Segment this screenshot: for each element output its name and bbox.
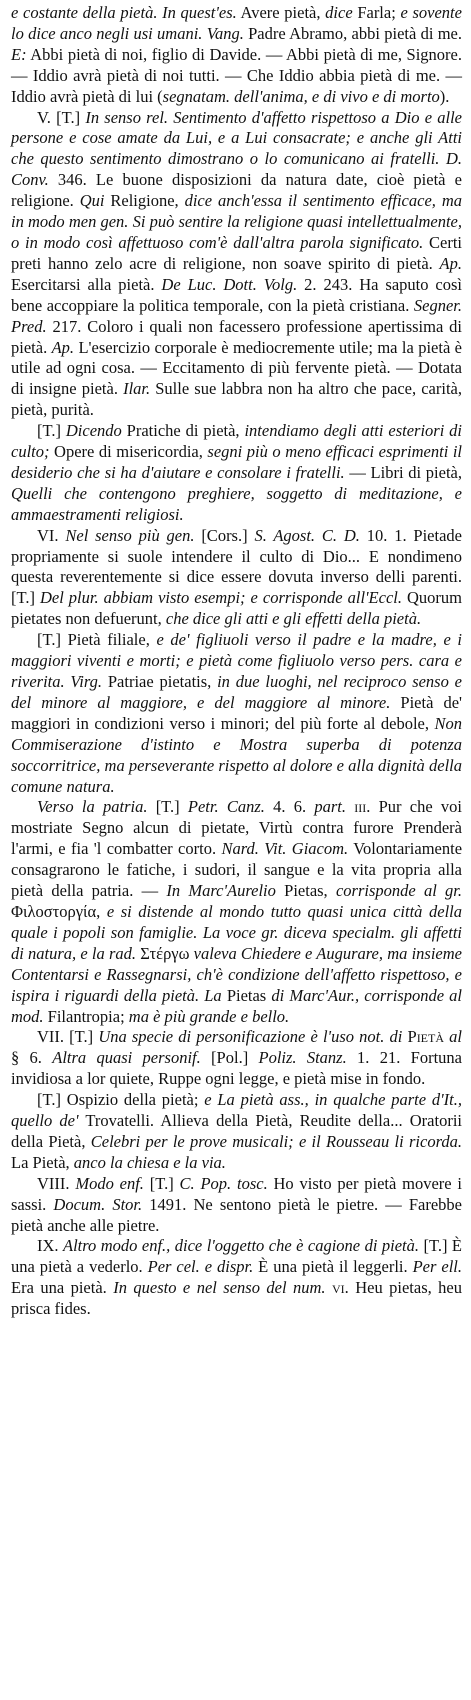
italic-text: Non Commiserazione d'istinto e Mostra superba di potenza soccorritrice, ma perseverante rispetto al dolore e alla dignità della comune natura. bbox=[11, 713, 462, 796]
italic-text: Altro modo enf., dice l'oggetto che è cagione di pietà. bbox=[63, 1236, 420, 1256]
italic-text: e sovente lo dice anco negli usi umani. Vang. bbox=[11, 3, 462, 43]
italic-text: Ilar. bbox=[123, 379, 151, 399]
text-run: Certi preti hanno zelo acre di religione, non soave spirito di pietà. bbox=[11, 232, 462, 273]
italic-text: Celebri per le prove musicali; e il Rousseau li ricorda. bbox=[90, 1131, 462, 1151]
text-run: [T.] bbox=[37, 421, 66, 441]
text-run: IX. bbox=[37, 1236, 63, 1256]
entry-paragraph bbox=[11, 1027, 462, 1090]
text-run: Στέργω bbox=[136, 943, 194, 963]
italic-text: Quelli che contengono preghiere, soggetto di meditazione, e ammaestramenti religiosi. bbox=[11, 483, 462, 524]
text-run: VII. [T.] bbox=[37, 1027, 99, 1047]
italic-text: Per ell. bbox=[412, 1257, 462, 1277]
text-run: Sulle sue labbra non ha altro che pace, carità, pietà, purità. bbox=[11, 379, 462, 420]
italic-text: Verso la patria. bbox=[37, 797, 148, 817]
text-run: Heu pietas, heu prisca fides. bbox=[11, 1278, 462, 1319]
text-run: 1. 21. Fortuna invidiosa a lor quiete, Ruppe ogni legge, e pietà mise in fondo. bbox=[11, 1048, 462, 1089]
entry-paragraph bbox=[11, 630, 462, 797]
italic-text: intendiamo degli atti esteriori di culto; bbox=[11, 421, 463, 462]
text-run: Ho visto per pietà movere i sassi. bbox=[11, 1173, 463, 1214]
entry-paragraph bbox=[11, 108, 462, 422]
italic-text: Nel senso più gen. bbox=[65, 525, 195, 545]
small-caps-text: iii. bbox=[346, 797, 371, 817]
italic-text: Segner. Pred. bbox=[11, 295, 462, 336]
text-run: Volontariamente consagrarono le fatiche, i sudori, il sangue e la vita propria alla pietà della patria. — bbox=[11, 839, 463, 901]
text-run: § 6. bbox=[11, 1048, 53, 1068]
text-run: Esercitarsi alla pietà. bbox=[11, 274, 162, 294]
entry-paragraph bbox=[11, 1090, 462, 1174]
text-run: Padre Abramo, abbi pietà di me. bbox=[243, 23, 462, 43]
italic-text: al bbox=[449, 1027, 463, 1047]
italic-text: Ap. bbox=[439, 253, 462, 273]
text-run: Pur che voi mostriate Segno alcun di pietate, Virtù contra furore Prenderà l'armi, e fia 'l combatter corto. bbox=[11, 797, 462, 859]
italic-text: Una specie di personificazione è l'uso not. di bbox=[98, 1027, 403, 1047]
italic-text: Petr. Canz. bbox=[187, 797, 265, 817]
italic-text: S. Agost. C. D. bbox=[254, 525, 360, 545]
text-run: [T.] È una pietà a vederlo. bbox=[11, 1236, 462, 1277]
italic-text: Docum. Stor. bbox=[53, 1194, 143, 1214]
entry-paragraph bbox=[11, 421, 462, 526]
text-run: Religione, bbox=[104, 191, 185, 211]
text-run: Trovatelli. Allieva della Pietà, Reudite della... Oratorii della Pietà, bbox=[11, 1111, 462, 1151]
text-run: Pietà de' maggiori in condizioni verso i minori; del più forte al debole, bbox=[11, 692, 462, 733]
text-run: [T.] bbox=[143, 1173, 180, 1193]
italic-text: di Marc'Aur., corrisponde al mod. bbox=[11, 985, 463, 1026]
text-run: 1491. Ne sentono pietà le pietre. — Farebbe pietà anche alle pietre. bbox=[11, 1194, 463, 1235]
italic-text: Per cel. e dispr. bbox=[147, 1257, 254, 1277]
italic-text: C. Pop. tosc. bbox=[179, 1173, 268, 1193]
text-run: Pratiche di pietà, bbox=[121, 421, 245, 441]
text-run: L'esercizio corporale è mediocremente utile; ma la pietà è utile ad ogni cosa. — Eccitamento di più fervente pietà. — Dotata di insigne pietà. bbox=[11, 337, 462, 399]
italic-text: Poliz. Stanz. bbox=[258, 1048, 347, 1068]
italic-text: segni più o meno efficaci esprimenti il desiderio che si ha d'aiutare e consolare i fratelli. bbox=[11, 442, 462, 482]
text-run: — Libri di pietà, bbox=[344, 462, 462, 482]
text-run: 346. Le buone disposizioni da natura date, cioè pietà e religione. bbox=[11, 170, 462, 211]
text-run: V. [T.] bbox=[37, 107, 86, 127]
text-run: Patriae pietatis, bbox=[102, 672, 218, 691]
italic-text: Dicendo bbox=[65, 421, 122, 441]
italic-text: e La pietà ass., in qualche parte d'It., quello de' bbox=[11, 1090, 462, 1131]
italic-text: De Luc. Dott. Volg. bbox=[161, 274, 298, 294]
small-caps-text: Pietà bbox=[402, 1027, 445, 1047]
italic-text: Del plur. abbiam visto esempi; e corrisponde all'Eccl. bbox=[39, 588, 402, 608]
text-run: [T.] Ospizio della pietà; bbox=[37, 1090, 205, 1110]
italic-text: Altra quasi personif. bbox=[52, 1048, 201, 1068]
italic-text: segnatam. dell'anima, e di vivo e di morto bbox=[162, 86, 440, 106]
italic-text: e costante della pietà. In quest'es. bbox=[11, 3, 237, 22]
italic-text: anco la chiesa e la via. bbox=[73, 1152, 226, 1172]
italic-text: e de' figliuoli verso il padre e la madre, e i maggiori viventi e morti; e pietà come figliuolo verso pers. cara e riverita. Virg. bbox=[11, 630, 462, 691]
entry-paragraph bbox=[11, 1174, 462, 1237]
italic-text: Nard. Vit. Giacom. bbox=[221, 839, 349, 859]
text-run: Filantropia; bbox=[43, 1006, 129, 1026]
text-run: Pietas, bbox=[275, 881, 336, 901]
italic-text: in due luoghi, nel reciproco senso e del minore al maggiore, e del maggiore al minore. bbox=[11, 672, 462, 712]
text-run: [T.] bbox=[147, 797, 188, 817]
italic-text: Qui bbox=[79, 191, 105, 211]
italic-text: ma è più grande e bello. bbox=[128, 1006, 290, 1026]
italic-text: Ap. bbox=[51, 337, 75, 357]
entry-paragraph bbox=[11, 797, 462, 1027]
text-run: Pietas bbox=[221, 985, 272, 1005]
text-run: 4. 6. bbox=[264, 797, 315, 817]
italic-text: Modo enf. bbox=[75, 1173, 144, 1193]
text-run: 2. 243. Ha saputo così bene accoppiare la politica temporale, con la pietà cristiana. bbox=[11, 274, 462, 315]
italic-text: e si distende al mondo tutto quasi unica città della quale i popoli son famiglie. La voce gr. diceva specialm. gli affetti di natura, e la rad. bbox=[11, 901, 462, 963]
italic-text: dice anch'essa il sentimento efficace, ma in modo men gen. Si può sentire la religione quasi intellettualmente, o in modo così affettuoso com'è dall'altra parola significato. bbox=[11, 191, 462, 252]
text-run: [T.] Pietà filiale, bbox=[37, 630, 157, 650]
text-run: 10. 1. Pietade propriamente si suole intendere il culto di Dio... E nondimeno questa reverentemente si dice essere dovuta inverso delli parenti. [T.] bbox=[11, 525, 462, 608]
text-run: Quorum pietates non defuerunt, bbox=[11, 588, 462, 629]
italic-text: dice bbox=[325, 3, 353, 22]
italic-text: In senso rel. Sentimento d'affetto rispettoso a Dio e alle persone e cose amate da Lui, e a Lui consacrate; e anche gli Atti che questo sentimento dimostrano o lo comunicano ai fratelli. D. Conv. bbox=[11, 107, 462, 190]
text-run: ). bbox=[439, 86, 450, 106]
entry-paragraph bbox=[11, 3, 462, 108]
text-run: VI. bbox=[37, 525, 66, 545]
entry-paragraph bbox=[11, 1236, 462, 1320]
text-run: Opere di misericordia, bbox=[49, 442, 208, 462]
italic-text: In questo e nel senso del num. bbox=[113, 1278, 326, 1298]
text-run: Φιλοστοργία, bbox=[11, 901, 107, 921]
italic-text: corrisponde al gr. bbox=[335, 881, 463, 901]
text-run: [Pol.] bbox=[200, 1048, 259, 1068]
text-run: 217. Coloro i quali non facessero professione apertissima di pietà. bbox=[11, 316, 462, 357]
italic-text: In Marc'Aurelio bbox=[166, 881, 276, 901]
text-run: Era una pietà. bbox=[11, 1278, 114, 1298]
text-run: La Pietà, bbox=[11, 1152, 74, 1172]
text-run: VIII. bbox=[37, 1173, 76, 1193]
text-run: Farla; bbox=[352, 3, 401, 22]
text-run: Abbi pietà di noi, figlio di Davide. — Abbi pietà di me, Signore. — Iddio avrà pietà di noi tutti. — Che Iddio abbia pietà di me. — Iddio avrà pietà di lui ( bbox=[11, 44, 462, 106]
small-caps-text: vi. bbox=[325, 1278, 349, 1298]
italic-text: valeva Chiedere e Augurare, ma insieme Contentarsi e Rassegnarsi, ch'è condizione dell'affetto rispettoso, e ispira i riguardi della pietà. La bbox=[11, 943, 462, 1005]
entry-paragraph bbox=[11, 526, 462, 631]
text-run: [Cors.] bbox=[194, 525, 255, 545]
italic-text: E: bbox=[11, 44, 27, 64]
italic-text: che dice gli atti e gli effetti della pietà. bbox=[165, 609, 422, 629]
text-run: È una pietà il leggerli. bbox=[253, 1257, 413, 1277]
italic-text: part. bbox=[314, 797, 347, 817]
text-run: Avere pietà, bbox=[236, 3, 326, 22]
